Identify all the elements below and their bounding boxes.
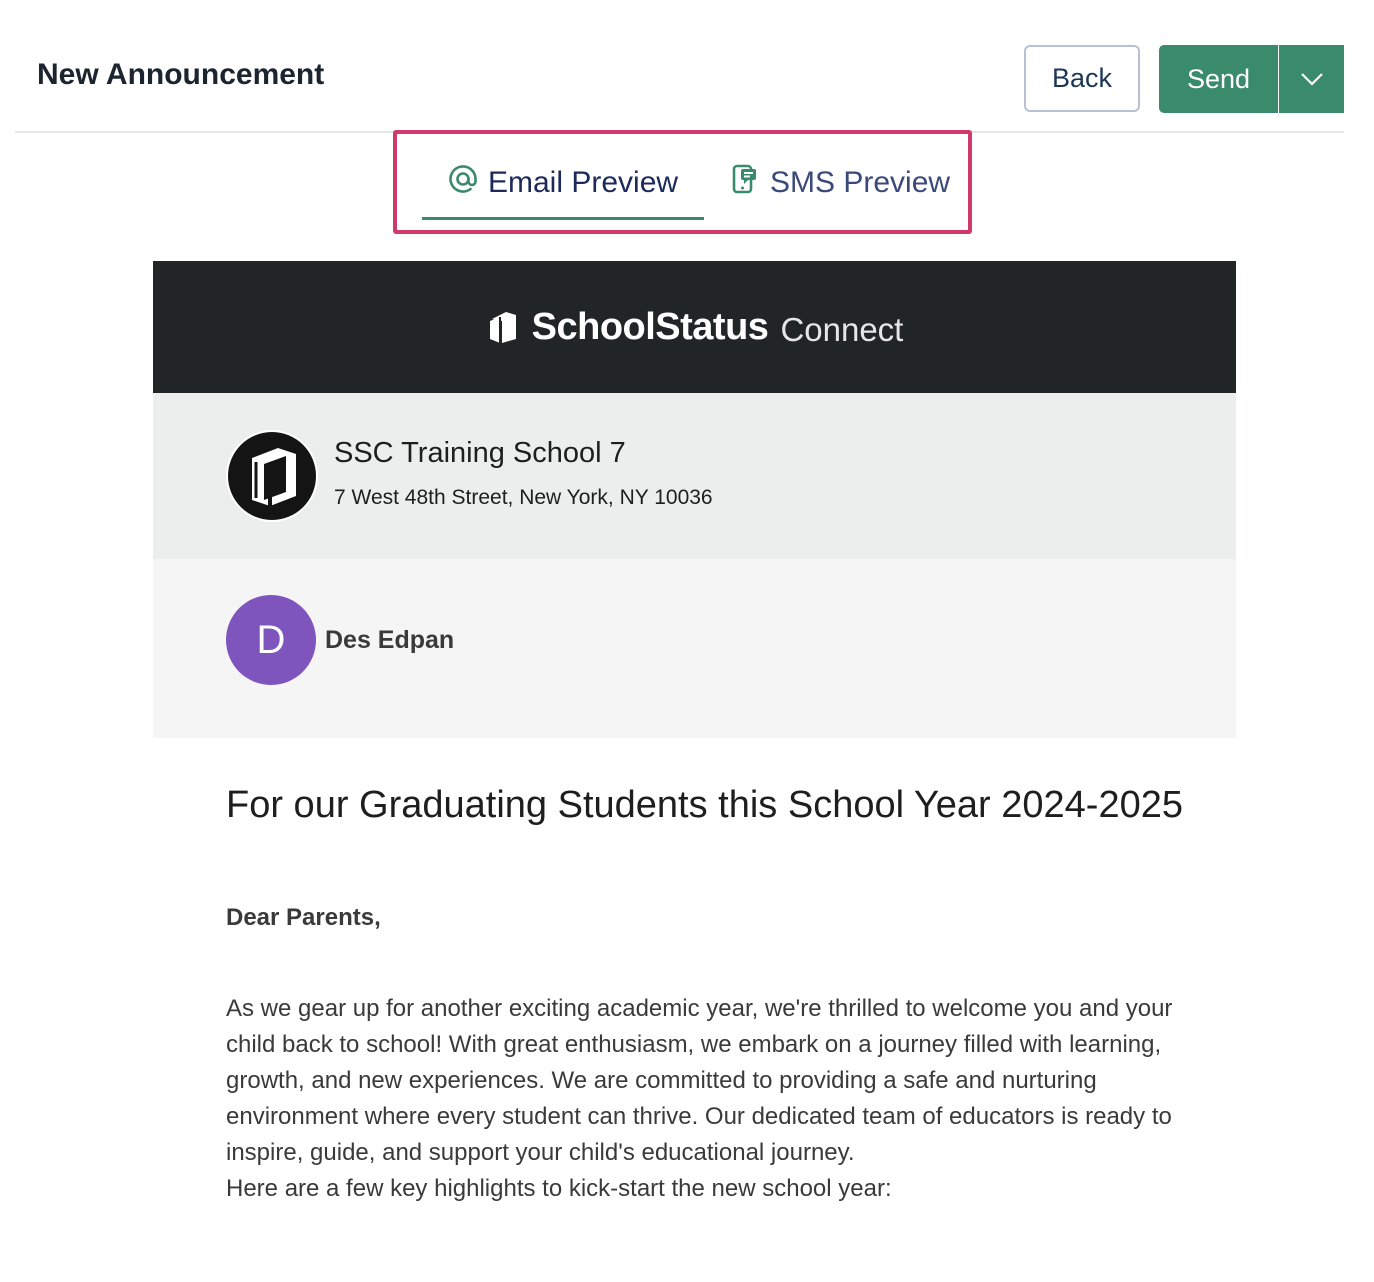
brand-subtitle: Connect	[780, 311, 904, 348]
send-button[interactable]: Send	[1159, 45, 1279, 113]
body-highlights-intro: Here are a few key highlights to kick-start the new school year:	[226, 1175, 892, 1202]
tab-sms-preview[interactable]	[728, 160, 958, 220]
send-options-dropdown[interactable]	[1279, 45, 1344, 113]
body-paragraph: As we gear up for another exciting academic year, we're thrilled to welcome you and your child back to school! With great enthusiasm, we embark on a journey filled with learning, growth, and new experiences. We are committed to providing a safe and nurturing environment where every student can thrive. Our dedicated team of educators is ready to inspire, guide, and support your child's educational journey.	[226, 995, 1173, 1166]
at-sign-icon	[448, 164, 478, 202]
school-address: 7 West 48th Street, New York, NY 10036	[334, 486, 713, 509]
announcement-headline: For our Graduating Students this School Year 2024-2025	[226, 784, 1183, 826]
avatar: D	[226, 595, 316, 685]
mobile-message-icon	[730, 164, 760, 202]
announcement-greeting: Dear Parents,	[226, 904, 381, 931]
schoolstatus-logo-icon	[486, 309, 520, 345]
sender-name: Des Edpan	[325, 626, 455, 654]
school-info-panel	[153, 393, 1236, 559]
school-logo	[226, 430, 318, 522]
brand-header-bar	[153, 261, 1236, 393]
tab-sms-label: SMS Preview	[770, 166, 951, 199]
brand-name: SchoolStatus	[531, 305, 769, 348]
school-name: SSC Training School 7	[334, 437, 626, 469]
tab-email-preview[interactable]	[422, 160, 704, 220]
page-title: New Announcement	[37, 58, 325, 91]
tab-email-label: Email Preview	[488, 166, 679, 199]
back-button[interactable]: Back	[1024, 45, 1140, 112]
send-button-group	[1159, 45, 1344, 113]
announcement-body	[226, 991, 1186, 1207]
chevron-down-icon	[1300, 72, 1324, 86]
school-book-icon	[226, 430, 318, 522]
sender-panel	[153, 559, 1236, 738]
